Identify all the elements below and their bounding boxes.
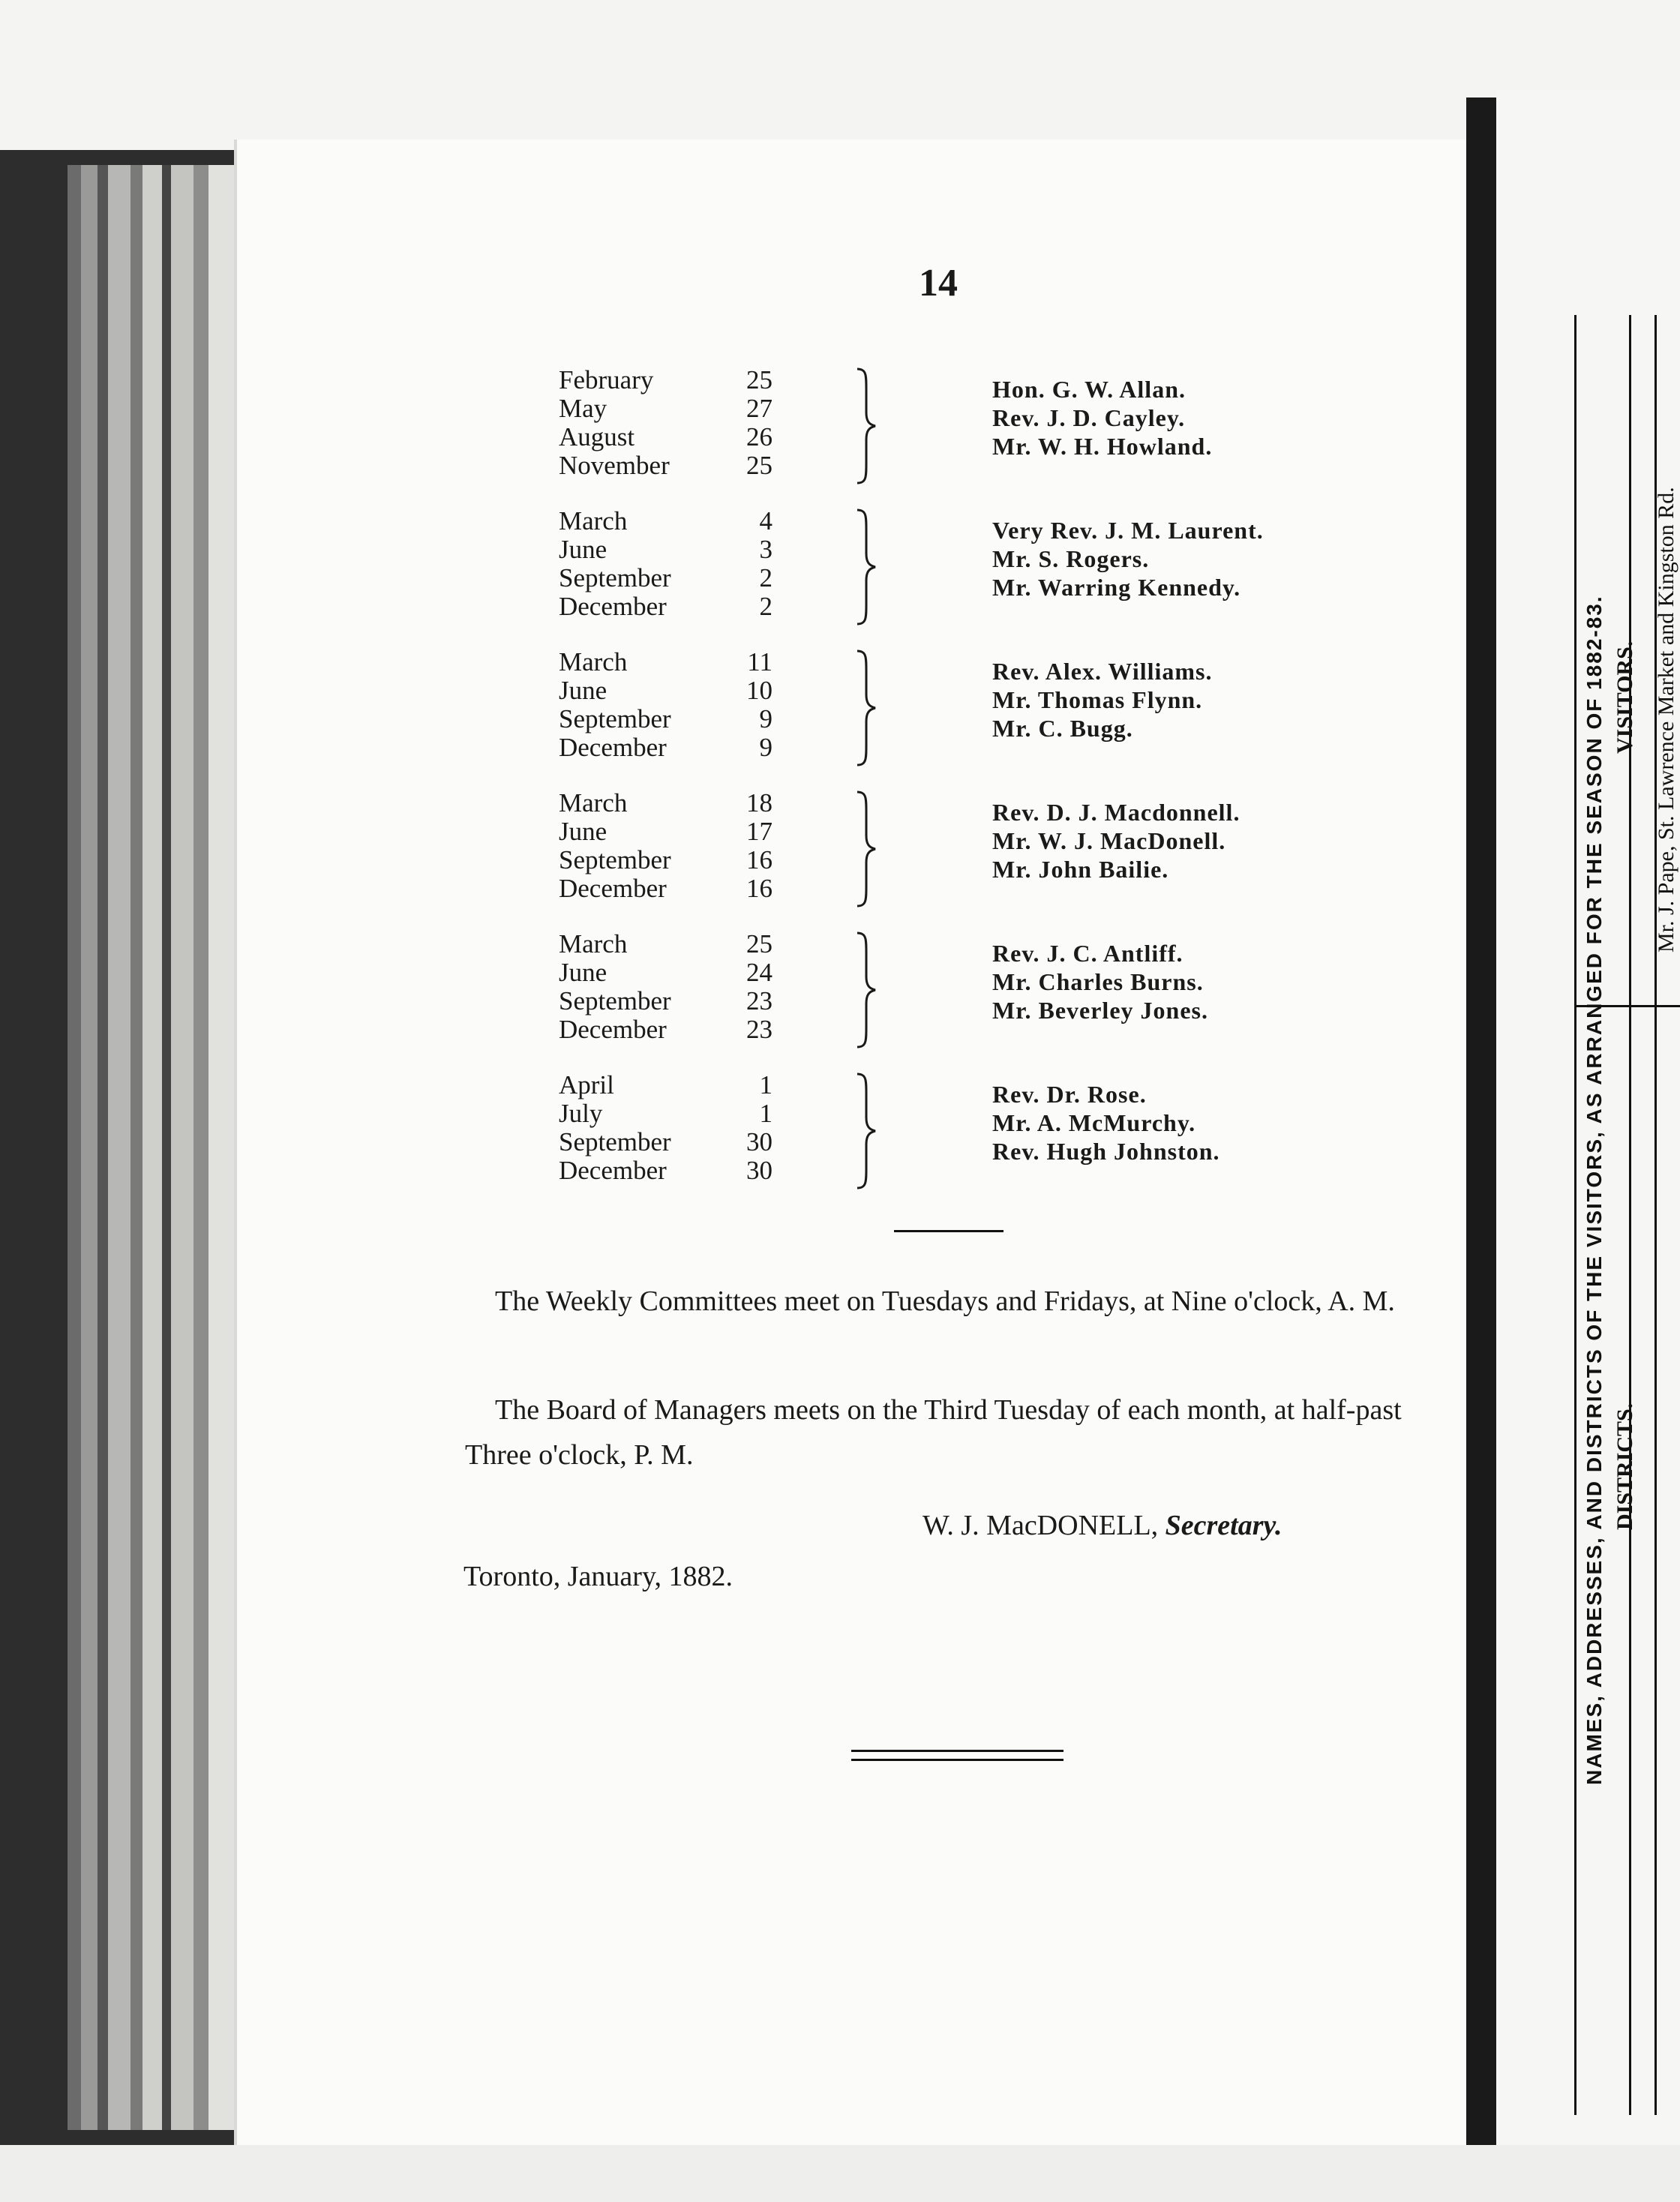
schedule-month: December (559, 874, 667, 903)
schedule-day: 9 (759, 733, 772, 762)
manager-name: Mr. Beverley Jones. (992, 997, 1208, 1024)
weekly-committees-paragraph: The Weekly Committees meet on Tuesdays and Fridays, at Nine o'clock, A. M. (495, 1286, 1395, 1317)
manager-name: Mr. Charles Burns. (992, 968, 1204, 995)
manager-name: Rev. Hugh Johnston. (992, 1138, 1220, 1165)
schedule-month: March (559, 788, 628, 818)
manager-name: Hon. G. W. Allan. (992, 376, 1186, 403)
schedule-month: September (559, 845, 671, 874)
schedule-day: 23 (746, 1015, 772, 1044)
schedule-day: 18 (746, 788, 772, 818)
table-rule (1574, 315, 1576, 2115)
schedule-month: September (559, 704, 671, 734)
schedule-day: 3 (759, 535, 772, 564)
signature (922, 1509, 1282, 1542)
schedule-day: 1 (759, 1070, 772, 1100)
schedule-month: June (559, 676, 608, 705)
manager-name: Rev. J. C. Antliff. (992, 940, 1184, 967)
facing-page-heading: NAMES, ADDRESSES, AND DISTRICTS OF THE VISITORS, AS ARRANGED FOR THE SEASON OF 1882-83. (1582, 595, 1606, 1785)
schedule-day: 16 (746, 845, 772, 874)
board-of-managers-paragraph: The Board of Managers meets on the Third Tuesday of each month, at half-past Three o'clock, P. M. (465, 1394, 1402, 1471)
manager-name: Mr. W. J. MacDonell. (992, 827, 1226, 854)
brace-icon (851, 366, 881, 486)
schedule-month: June (559, 535, 608, 564)
schedule-month: December (559, 1156, 667, 1185)
brace-icon (851, 789, 881, 909)
schedule-day: 10 (746, 676, 772, 705)
scan-margin-top (0, 0, 1680, 150)
book-page-edges (68, 165, 248, 2130)
schedule-month: March (559, 506, 628, 536)
schedule-day: 17 (746, 817, 772, 846)
schedule-month: December (559, 592, 667, 621)
manager-name: Very Rev. J. M. Laurent. (992, 517, 1264, 544)
schedule-day: 2 (759, 592, 772, 621)
schedule-month: September (559, 1127, 671, 1156)
book-gutter (1466, 98, 1496, 2145)
schedule-day: 9 (759, 704, 772, 734)
schedule-day: 25 (746, 365, 772, 394)
schedule-month: September (559, 986, 671, 1016)
schedule-day: 24 (746, 958, 772, 987)
schedule-day: 23 (746, 986, 772, 1016)
manager-name: Mr. W. H. Howland. (992, 433, 1213, 460)
column-header-visitors: VISITORS. (1612, 640, 1637, 754)
brace-icon (851, 507, 881, 627)
schedule-day: 30 (746, 1127, 772, 1156)
visitor-entry: Mr. J. Pape, St. Lawrence Market and Kingston Rd. (1654, 487, 1678, 952)
schedule-month: February (559, 365, 654, 394)
secretary-name: W. J. MacDONELL, (922, 1510, 1159, 1541)
scan-margin-bottom (0, 2145, 1680, 2202)
manager-name: Rev. J. D. Cayley. (992, 404, 1186, 431)
schedule-day: 11 (747, 647, 772, 676)
manager-name: Rev. D. J. Macdonnell. (992, 799, 1240, 826)
schedule-day: 25 (746, 929, 772, 958)
schedule-month: March (559, 929, 628, 958)
schedule-day: 26 (746, 422, 772, 452)
secretary-title: Secretary. (1165, 1510, 1282, 1541)
schedule-month: July (559, 1099, 603, 1128)
schedule-day: 27 (746, 394, 772, 423)
schedule-month: December (559, 733, 667, 762)
schedule-day: 4 (759, 506, 772, 536)
end-rule (851, 1750, 1064, 1752)
brace-icon (851, 648, 881, 768)
brace-icon (851, 1071, 881, 1191)
page-number: 14 (919, 262, 958, 304)
section-rule (894, 1230, 1004, 1232)
schedule-month: April (559, 1070, 614, 1100)
schedule-month: September (559, 563, 671, 592)
schedule-day: 1 (759, 1099, 772, 1128)
manager-name: Mr. Thomas Flynn. (992, 686, 1203, 713)
schedule-month: August (559, 422, 635, 452)
schedule-month: June (559, 958, 608, 987)
schedule-month: March (559, 647, 628, 676)
end-rule (851, 1759, 1064, 1761)
schedule-month: May (559, 394, 608, 423)
manager-name: Mr. C. Bugg. (992, 715, 1133, 742)
place-and-date: Toronto, January, 1882. (464, 1561, 733, 1592)
brace-icon (851, 930, 881, 1050)
schedule-day: 25 (746, 451, 772, 480)
schedule-day: 2 (759, 563, 772, 592)
manager-name: Mr. S. Rogers. (992, 545, 1150, 572)
manager-name: Rev. Alex. Williams. (992, 658, 1213, 685)
manager-name: Mr. Warring Kennedy. (992, 574, 1241, 601)
manager-name: Mr. A. McMurchy. (992, 1109, 1196, 1136)
schedule-day: 30 (746, 1156, 772, 1185)
schedule-day: 16 (746, 874, 772, 903)
manager-name: Mr. John Bailie. (992, 856, 1169, 883)
schedule-month: June (559, 817, 608, 846)
schedule-month: November (559, 451, 670, 480)
column-header-districts: DISTRICTS. (1612, 1402, 1637, 1530)
manager-name: Rev. Dr. Rose. (992, 1081, 1147, 1108)
table-rule (1629, 315, 1631, 2115)
schedule-month: December (559, 1015, 667, 1044)
